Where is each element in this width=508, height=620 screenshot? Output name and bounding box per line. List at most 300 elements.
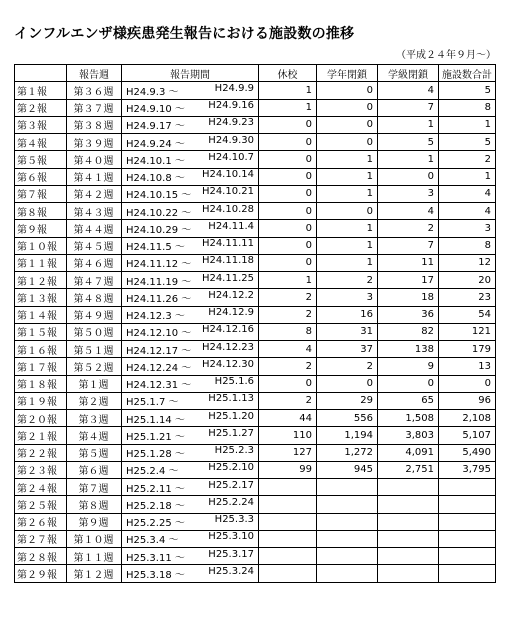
period-end: H24.9.16 [208,100,254,112]
report-week-label: 第３週 [78,414,109,426]
period-end: H25.1.13 [208,393,254,405]
report-number: 第２３報 [15,461,67,478]
report-period [122,513,259,530]
table-row [15,358,496,375]
report-week-label: 第１０週 [73,535,114,547]
report-number: 第１１報 [15,254,67,271]
period-start: H24.9.10 〜 [126,104,185,116]
grade-closure-count [317,496,378,513]
period-end: H24.12.2 [208,289,254,301]
grade-closure-count: 37 [317,341,378,358]
report-week [67,513,122,530]
facility-total-count: 2 [439,151,496,168]
report-week [67,479,122,496]
report-week-label: 第５２週 [73,362,114,374]
report-week-label: 第４７週 [73,276,114,288]
report-period [122,203,259,220]
report-period [122,496,259,513]
report-week-label: 第９週 [78,518,109,530]
table-row [15,116,496,133]
report-week [67,220,122,237]
grade-closure-count: 1 [317,254,378,271]
class-closure-count: 1,508 [378,410,439,427]
report-period [122,375,259,392]
report-number: 第２０報 [15,410,67,427]
facility-total-count: 0 [439,375,496,392]
period-start: H24.12.31 〜 [126,380,192,392]
header-period: 報告期間 [122,65,259,82]
report-period [122,220,259,237]
table-row [15,99,496,116]
report-number: 第７報 [15,185,67,202]
school-closure-count: 110 [259,427,317,444]
report-period [122,306,259,323]
school-closure-count: 2 [259,289,317,306]
school-closure-count: 0 [259,254,317,271]
school-closure-count: 0 [259,220,317,237]
period-start: H24.11.26 〜 [126,293,192,305]
report-week-label: 第７週 [78,483,109,495]
period-start: H24.11.19 〜 [126,276,192,288]
facility-total-count: 12 [439,254,496,271]
report-week-label: 第５１週 [73,345,114,357]
class-closure-count [378,513,439,530]
period-end: H24.9.30 [208,134,254,146]
report-week [67,548,122,565]
report-week-label: 第４４週 [73,224,114,236]
facility-total-count: 96 [439,392,496,409]
period-start: H25.1.21 〜 [126,431,185,443]
facility-total-count [439,479,496,496]
report-week-label: 第４週 [78,431,109,443]
table-row [15,272,496,289]
facility-total-count: 8 [439,99,496,116]
report-week [67,306,122,323]
report-week-label: 第１週 [78,380,109,392]
facility-total-count: 1 [439,116,496,133]
grade-closure-count: 556 [317,410,378,427]
report-week [67,185,122,202]
school-closure-count: 0 [259,203,317,220]
report-week [67,410,122,427]
facility-total-count: 23 [439,289,496,306]
facility-total-count: 4 [439,203,496,220]
facility-total-count: 1 [439,168,496,185]
class-closure-count: 65 [378,392,439,409]
report-week [67,151,122,168]
class-closure-count: 1 [378,151,439,168]
facility-total-count: 3,795 [439,461,496,478]
facility-total-count: 179 [439,341,496,358]
header-week: 報告週 [67,65,122,82]
period-end: H24.10.28 [201,203,254,215]
report-period [122,565,259,582]
report-week [67,237,122,254]
table-header-row [15,65,496,82]
class-closure-count: 138 [378,341,439,358]
report-week-label: 第３９週 [73,138,114,150]
report-period [122,548,259,565]
report-number: 第２６報 [15,513,67,530]
school-closure-count [259,513,317,530]
report-week-label: 第１２週 [73,569,114,581]
period-start: H24.10.15 〜 [126,190,192,202]
report-week [67,99,122,116]
table-row [15,427,496,444]
period-start: H25.2.25 〜 [126,518,185,530]
report-period [122,392,259,409]
period-start: H24.10.1 〜 [126,155,185,167]
school-closure-count: 44 [259,410,317,427]
report-week [67,427,122,444]
school-closure-count: 0 [259,134,317,151]
report-week [67,461,122,478]
report-period [122,289,259,306]
report-number: 第８報 [15,203,67,220]
school-closure-count: 1 [259,99,317,116]
grade-closure-count: 1,194 [317,427,378,444]
report-period [122,358,259,375]
period-start: H25.3.18 〜 [126,569,185,581]
report-period [122,185,259,202]
class-closure-count [378,548,439,565]
facility-total-count: 5 [439,82,496,99]
table-row [15,306,496,323]
table-row [15,479,496,496]
report-period [122,254,259,271]
header-report [15,65,67,82]
facility-total-count [439,530,496,547]
table-row [15,203,496,220]
period-end: H24.10.14 [201,169,254,181]
header-school-closure: 休校 [259,65,317,82]
period-start: H24.9.24 〜 [126,138,185,150]
period-end: H24.11.25 [201,272,254,284]
report-week-label: 第４０週 [73,155,114,167]
school-closure-count: 8 [259,323,317,340]
school-closure-count: 127 [259,444,317,461]
report-number: 第２７報 [15,530,67,547]
period-end: H25.2.10 [208,462,254,474]
table-row [15,513,496,530]
period-end: H25.3.24 [208,565,254,577]
period-end: H25.3.10 [208,531,254,543]
report-week-label: 第４５週 [73,242,114,254]
school-closure-count: 0 [259,116,317,133]
school-closure-count: 0 [259,237,317,254]
grade-closure-count [317,548,378,565]
report-number: 第１７報 [15,358,67,375]
report-week [67,341,122,358]
report-number: 第１３報 [15,289,67,306]
report-week [67,203,122,220]
report-period [122,237,259,254]
school-closure-count: 0 [259,375,317,392]
report-number: 第１０報 [15,237,67,254]
report-week [67,254,122,271]
class-closure-count: 9 [378,358,439,375]
table-row [15,548,496,565]
class-closure-count: 4,091 [378,444,439,461]
facility-total-count: 5,107 [439,427,496,444]
class-closure-count: 2,751 [378,461,439,478]
report-week-label: 第８週 [78,500,109,512]
period-end: H25.2.24 [208,496,254,508]
table-row [15,168,496,185]
school-closure-count [259,548,317,565]
school-closure-count: 1 [259,82,317,99]
class-closure-count: 0 [378,375,439,392]
report-week-label: 第４１週 [73,173,114,185]
period-end: H24.11.11 [201,238,254,250]
period-start: H24.10.22 〜 [126,207,192,219]
class-closure-count [378,496,439,513]
facility-total-count [439,548,496,565]
class-closure-count: 1 [378,116,439,133]
table-row [15,134,496,151]
facility-total-count: 121 [439,323,496,340]
report-week [67,82,122,99]
report-week [67,496,122,513]
report-week [67,358,122,375]
school-closure-count: 2 [259,306,317,323]
school-closure-count [259,530,317,547]
report-week-label: 第３８週 [73,121,114,133]
class-closure-count: 4 [378,203,439,220]
report-week-label: 第２週 [78,397,109,409]
report-number: 第９報 [15,220,67,237]
period-start: H25.2.4 〜 [126,466,179,478]
school-closure-count [259,496,317,513]
class-closure-count: 2 [378,220,439,237]
report-number: 第２４報 [15,479,67,496]
period-end: H25.2.17 [208,479,254,491]
report-week [67,323,122,340]
grade-closure-count: 0 [317,99,378,116]
report-period [122,410,259,427]
report-number: 第２１報 [15,427,67,444]
report-period [122,272,259,289]
report-period [122,479,259,496]
table-row [15,220,496,237]
school-closure-count: 0 [259,151,317,168]
school-closure-count: 99 [259,461,317,478]
period-end: H25.3.17 [208,548,254,560]
school-closure-count: 0 [259,168,317,185]
table-row [15,185,496,202]
period-end: H24.11.18 [201,255,254,267]
report-number: 第１５報 [15,323,67,340]
report-period [122,341,259,358]
report-week-label: 第５週 [78,449,109,461]
table-row [15,410,496,427]
table-row [15,254,496,271]
period-end: H24.10.7 [208,151,254,163]
period-end: H24.12.30 [201,358,254,370]
school-closure-count: 0 [259,185,317,202]
table-row [15,289,496,306]
report-week [67,134,122,151]
period-end: H24.12.16 [201,324,254,336]
report-week-label: 第４２週 [73,190,114,202]
grade-closure-count: 1 [317,237,378,254]
period-end: H24.12.23 [201,341,254,353]
period-end: H24.12.9 [208,307,254,319]
school-closure-count [259,565,317,582]
report-period [122,134,259,151]
period-start: H25.2.11 〜 [126,483,185,495]
grade-closure-count: 0 [317,116,378,133]
facility-total-count: 20 [439,272,496,289]
report-period [122,323,259,340]
grade-closure-count: 945 [317,461,378,478]
period-end: H24.9.9 [214,82,254,94]
facility-total-count: 5 [439,134,496,151]
report-period [122,151,259,168]
period-start: H24.12.24 〜 [126,362,192,374]
facility-total-count: 54 [439,306,496,323]
report-week [67,565,122,582]
class-closure-count: 7 [378,237,439,254]
facility-total-count: 8 [439,237,496,254]
grade-closure-count: 31 [317,323,378,340]
report-number: 第２２報 [15,444,67,461]
class-closure-count: 82 [378,323,439,340]
grade-closure-count [317,513,378,530]
period-start: H25.3.4 〜 [126,535,179,547]
report-week [67,375,122,392]
report-period [122,530,259,547]
report-week [67,392,122,409]
period-start: H24.11.12 〜 [126,259,192,271]
report-period [122,427,259,444]
table-row [15,237,496,254]
period-end: H25.1.20 [208,410,254,422]
report-number: 第２５報 [15,496,67,513]
grade-closure-count: 29 [317,392,378,409]
grade-closure-count: 1 [317,168,378,185]
table-row [15,341,496,358]
grade-closure-count: 3 [317,289,378,306]
period-end: H25.3.3 [214,514,254,526]
period-start: H25.1.7 〜 [126,397,179,409]
class-closure-count: 18 [378,289,439,306]
period-start: H25.1.28 〜 [126,449,185,461]
report-period [122,82,259,99]
period-start: H24.9.17 〜 [126,121,185,133]
report-number: 第２９報 [15,565,67,582]
report-period [122,444,259,461]
class-closure-count: 0 [378,168,439,185]
grade-closure-count: 16 [317,306,378,323]
report-week [67,289,122,306]
period-start: H24.12.10 〜 [126,328,192,340]
class-closure-count: 5 [378,134,439,151]
report-number: 第２報 [15,99,67,116]
report-period [122,168,259,185]
report-week [67,444,122,461]
period-start: H24.11.5 〜 [126,242,185,254]
period-start: H25.3.11 〜 [126,552,185,564]
class-closure-count [378,565,439,582]
table-row [15,530,496,547]
facility-total-count: 13 [439,358,496,375]
grade-closure-count [317,479,378,496]
header-class-closure: 学級閉鎖 [378,65,439,82]
report-week [67,168,122,185]
report-week-label: 第６週 [78,466,109,478]
class-closure-count: 36 [378,306,439,323]
period-start: H24.12.17 〜 [126,345,192,357]
facility-total-count: 5,490 [439,444,496,461]
header-grade-closure: 学年閉鎖 [317,65,378,82]
grade-closure-count: 1 [317,220,378,237]
table-row [15,461,496,478]
report-number: 第１４報 [15,306,67,323]
facility-total-count: 3 [439,220,496,237]
table-row [15,323,496,340]
grade-closure-count [317,565,378,582]
school-closure-count: 4 [259,341,317,358]
period-note: （平成２４年９月～） [396,50,496,61]
class-closure-count: 17 [378,272,439,289]
report-number: 第５報 [15,151,67,168]
grade-closure-count: 2 [317,272,378,289]
report-week-label: 第４８週 [73,293,114,305]
grade-closure-count: 1 [317,185,378,202]
report-period [122,116,259,133]
report-week-label: 第３６週 [73,86,114,98]
report-period [122,461,259,478]
class-closure-count [378,479,439,496]
facility-total-count: 2,108 [439,410,496,427]
report-period [122,99,259,116]
period-end: H24.11.4 [208,220,254,232]
report-number: 第２８報 [15,548,67,565]
table-row [15,151,496,168]
report-number: 第３報 [15,116,67,133]
report-number: 第１９報 [15,392,67,409]
table-row [15,375,496,392]
period-start: H25.2.18 〜 [126,500,185,512]
grade-closure-count: 2 [317,358,378,375]
header-facility-total: 施設数合計 [439,65,496,82]
report-week-label: 第５０週 [73,328,114,340]
facility-total-count [439,496,496,513]
class-closure-count: 4 [378,82,439,99]
table-row [15,565,496,582]
report-number: 第６報 [15,168,67,185]
report-number: 第４報 [15,134,67,151]
class-closure-count [378,530,439,547]
period-end: H24.9.23 [208,117,254,129]
report-number: 第１６報 [15,341,67,358]
report-week-label: 第４６週 [73,259,114,271]
report-week-label: 第３７週 [73,104,114,116]
period-start: H24.10.29 〜 [126,224,192,236]
class-closure-count: 3 [378,185,439,202]
facility-count-table [14,64,496,583]
report-week-label: 第１１週 [73,552,114,564]
class-closure-count: 3,803 [378,427,439,444]
grade-closure-count [317,530,378,547]
class-closure-count: 11 [378,254,439,271]
grade-closure-count: 0 [317,375,378,392]
grade-closure-count: 0 [317,82,378,99]
report-week [67,530,122,547]
grade-closure-count: 1,272 [317,444,378,461]
school-closure-count: 2 [259,358,317,375]
